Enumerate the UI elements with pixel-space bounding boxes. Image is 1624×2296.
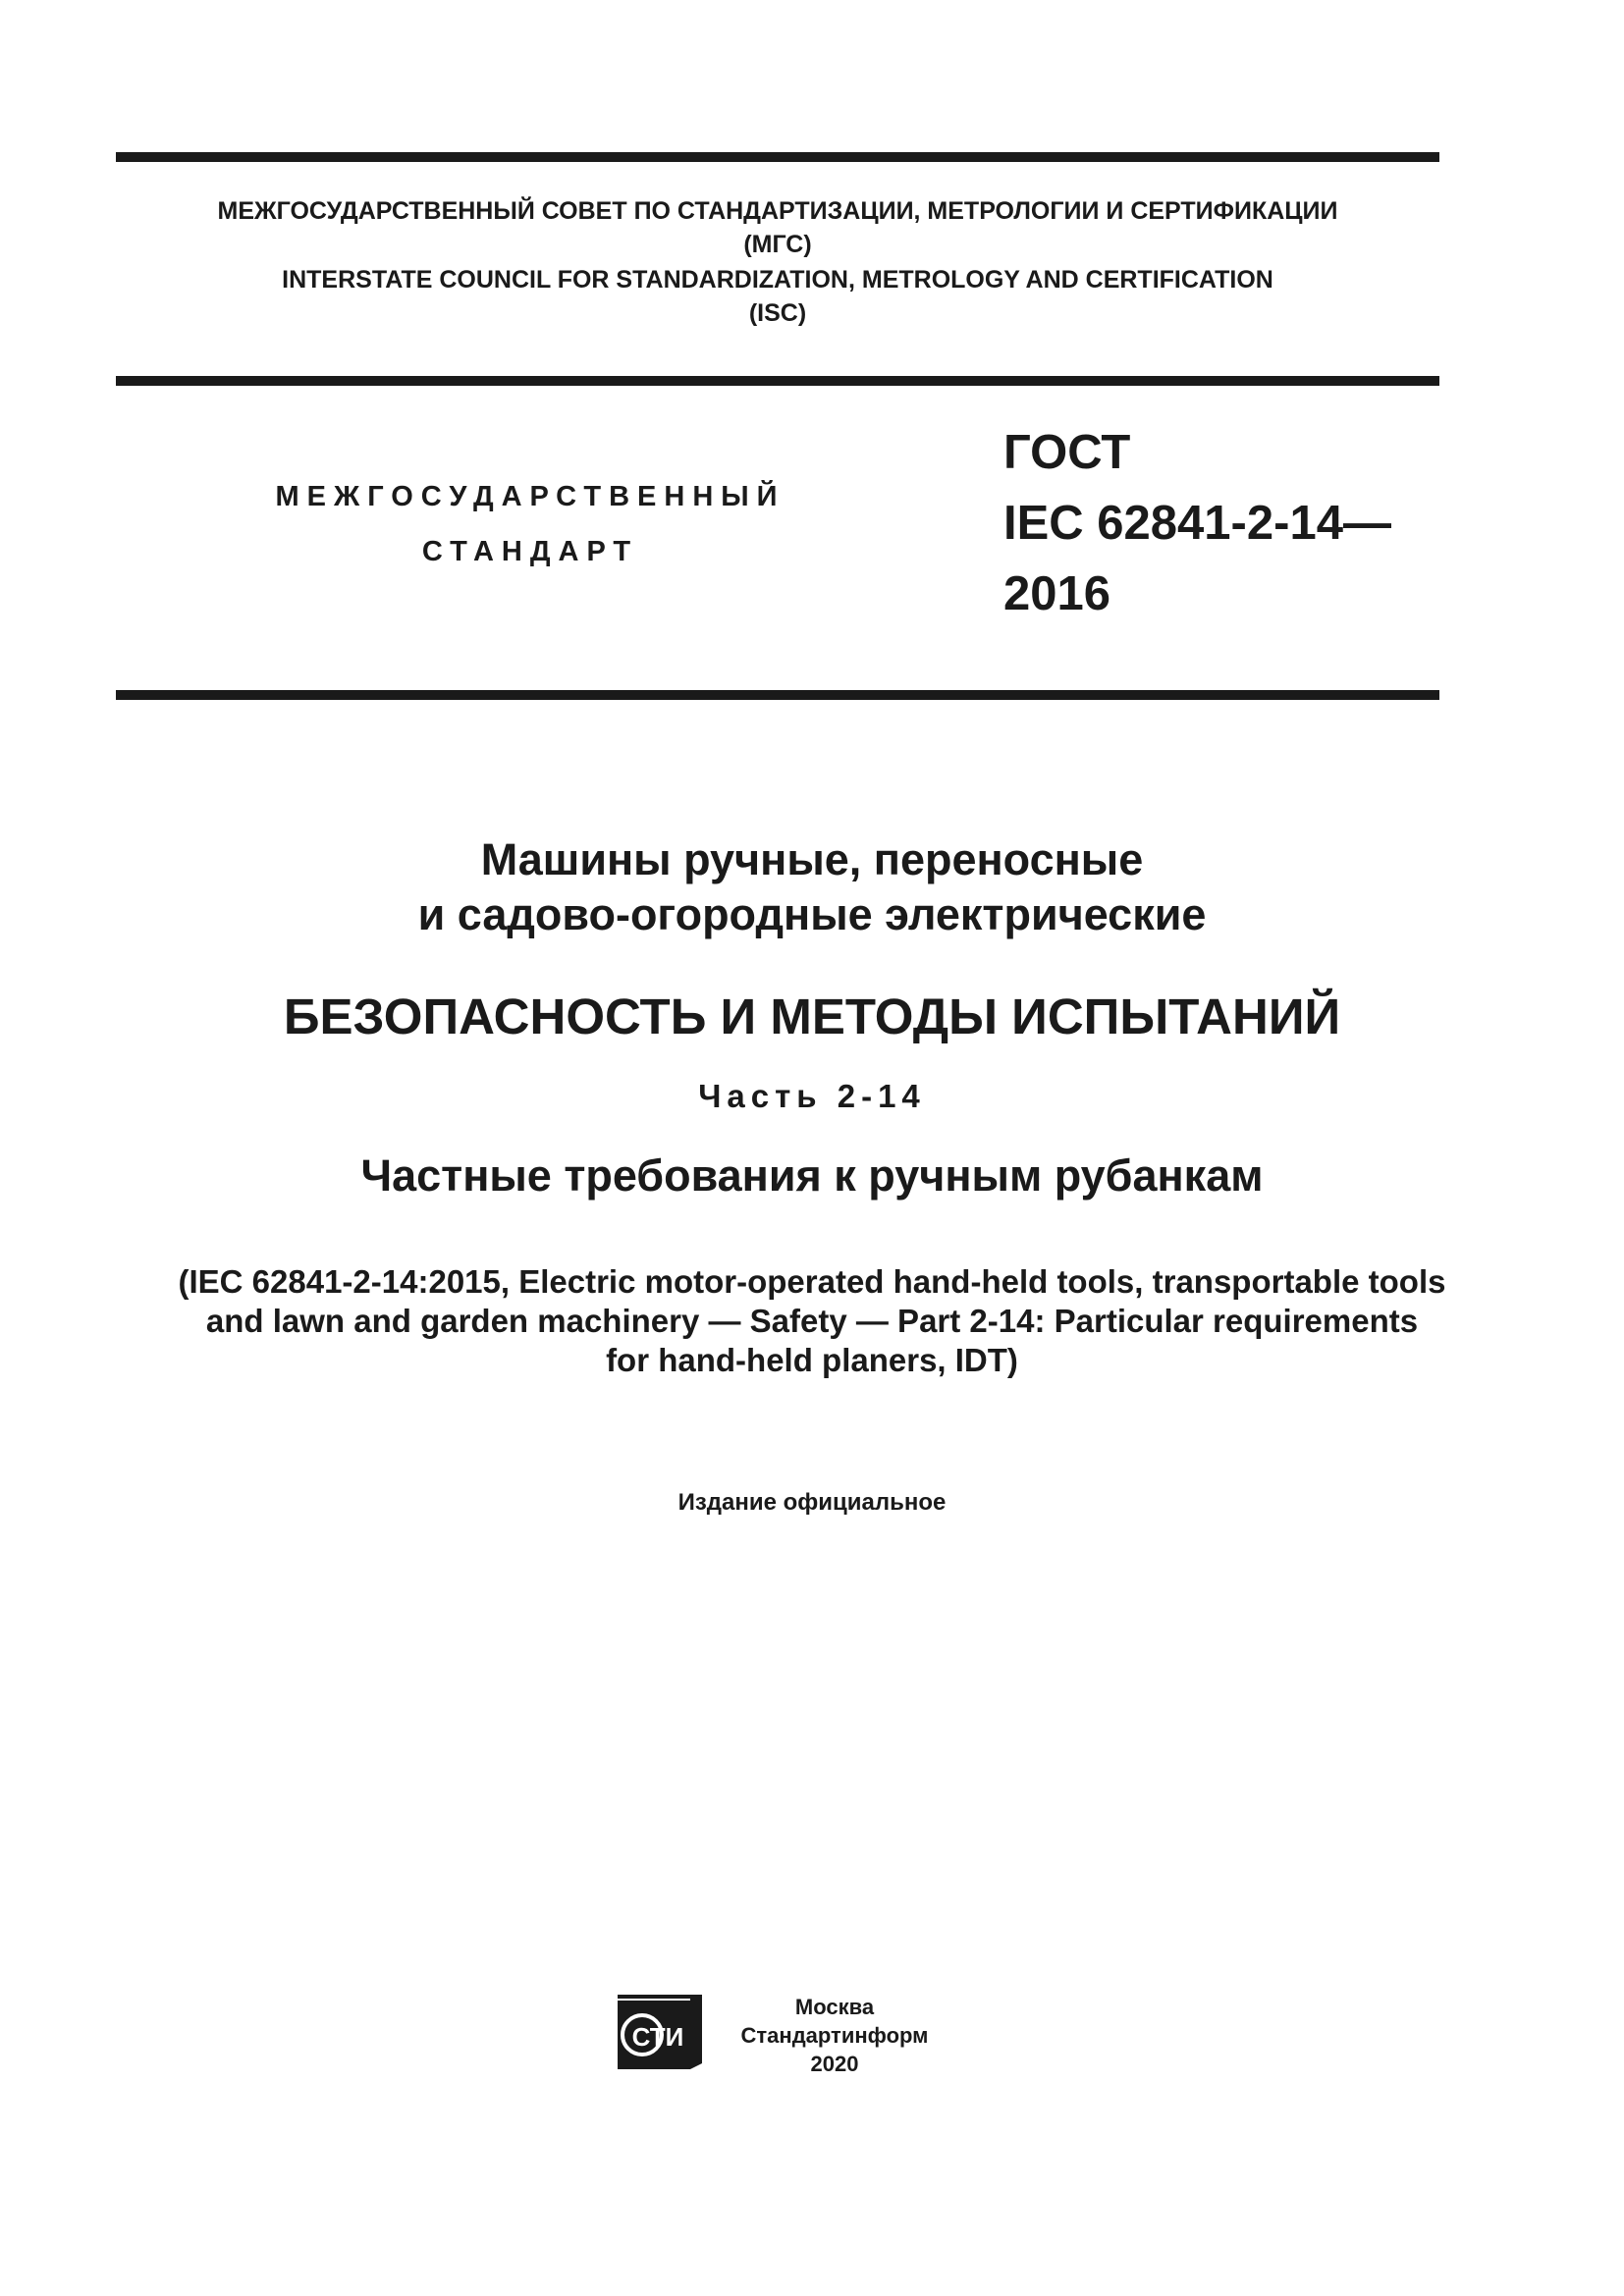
designation-rule (116, 690, 1439, 700)
standard-kind-line2: СТАНДАРТ (421, 536, 639, 567)
standartinform-logo (615, 1991, 705, 2073)
council-abbr-en: (ISC) (748, 299, 807, 327)
iec-reference-line2: and lawn and garden machinery — Safety — Part 2-14: Particular requirements (205, 1303, 1419, 1339)
title-line1: Машины ручные, переносные (480, 834, 1144, 884)
standard-kind-line1: МЕЖГОСУДАРСТВЕННЫЙ (275, 481, 785, 512)
title-line2: и садово-огородные электрические (417, 889, 1207, 939)
standard-kind (177, 469, 884, 579)
publisher-name: Стандартинформ (740, 2023, 929, 2048)
iec-reference-line1: (IEC 62841-2-14:2015, Electric motor-operated hand-held tools, transportable tools (178, 1263, 1446, 1300)
council-rule (116, 376, 1439, 386)
publication-year: 2020 (810, 2052, 859, 2076)
edition-note: Издание официальное (677, 1489, 947, 1516)
council-name-ru: МЕЖГОСУДАРСТВЕННЫЙ СОВЕТ ПО СТАНДАРТИЗАЦИИ, МЕТРОЛОГИИ И СЕРТИФИКАЦИИ (217, 197, 1338, 225)
standard-designation (1003, 417, 1391, 629)
part-number: Часть 2-14 (698, 1078, 926, 1114)
iec-reference-line3: for hand-held planers, IDT) (606, 1342, 1018, 1378)
iec-reference (59, 1262, 1565, 1380)
document-title (59, 832, 1565, 942)
council-name-en: INTERSTATE COUNCIL FOR STANDARDIZATION, METROLOGY AND CERTIFICATION (282, 266, 1273, 294)
council-header (116, 194, 1439, 330)
publisher-city: Москва (794, 1995, 875, 2019)
part-subtitle: Частные требования к ручным рубанкам (360, 1150, 1264, 1201)
logo-lettering: СТИ (631, 2022, 684, 2052)
designation-year: 2016 (1003, 567, 1111, 620)
publisher-block (727, 1993, 943, 2078)
council-abbr-ru: (МГС) (743, 231, 812, 258)
designation-prefix: ГОСТ (1003, 426, 1131, 479)
designation-number: IEC 62841-2-14— (1003, 497, 1391, 550)
safety-heading: БЕЗОПАСНОСТЬ И МЕТОДЫ ИСПЫТАНИЙ (283, 988, 1341, 1044)
top-rule (116, 152, 1439, 162)
